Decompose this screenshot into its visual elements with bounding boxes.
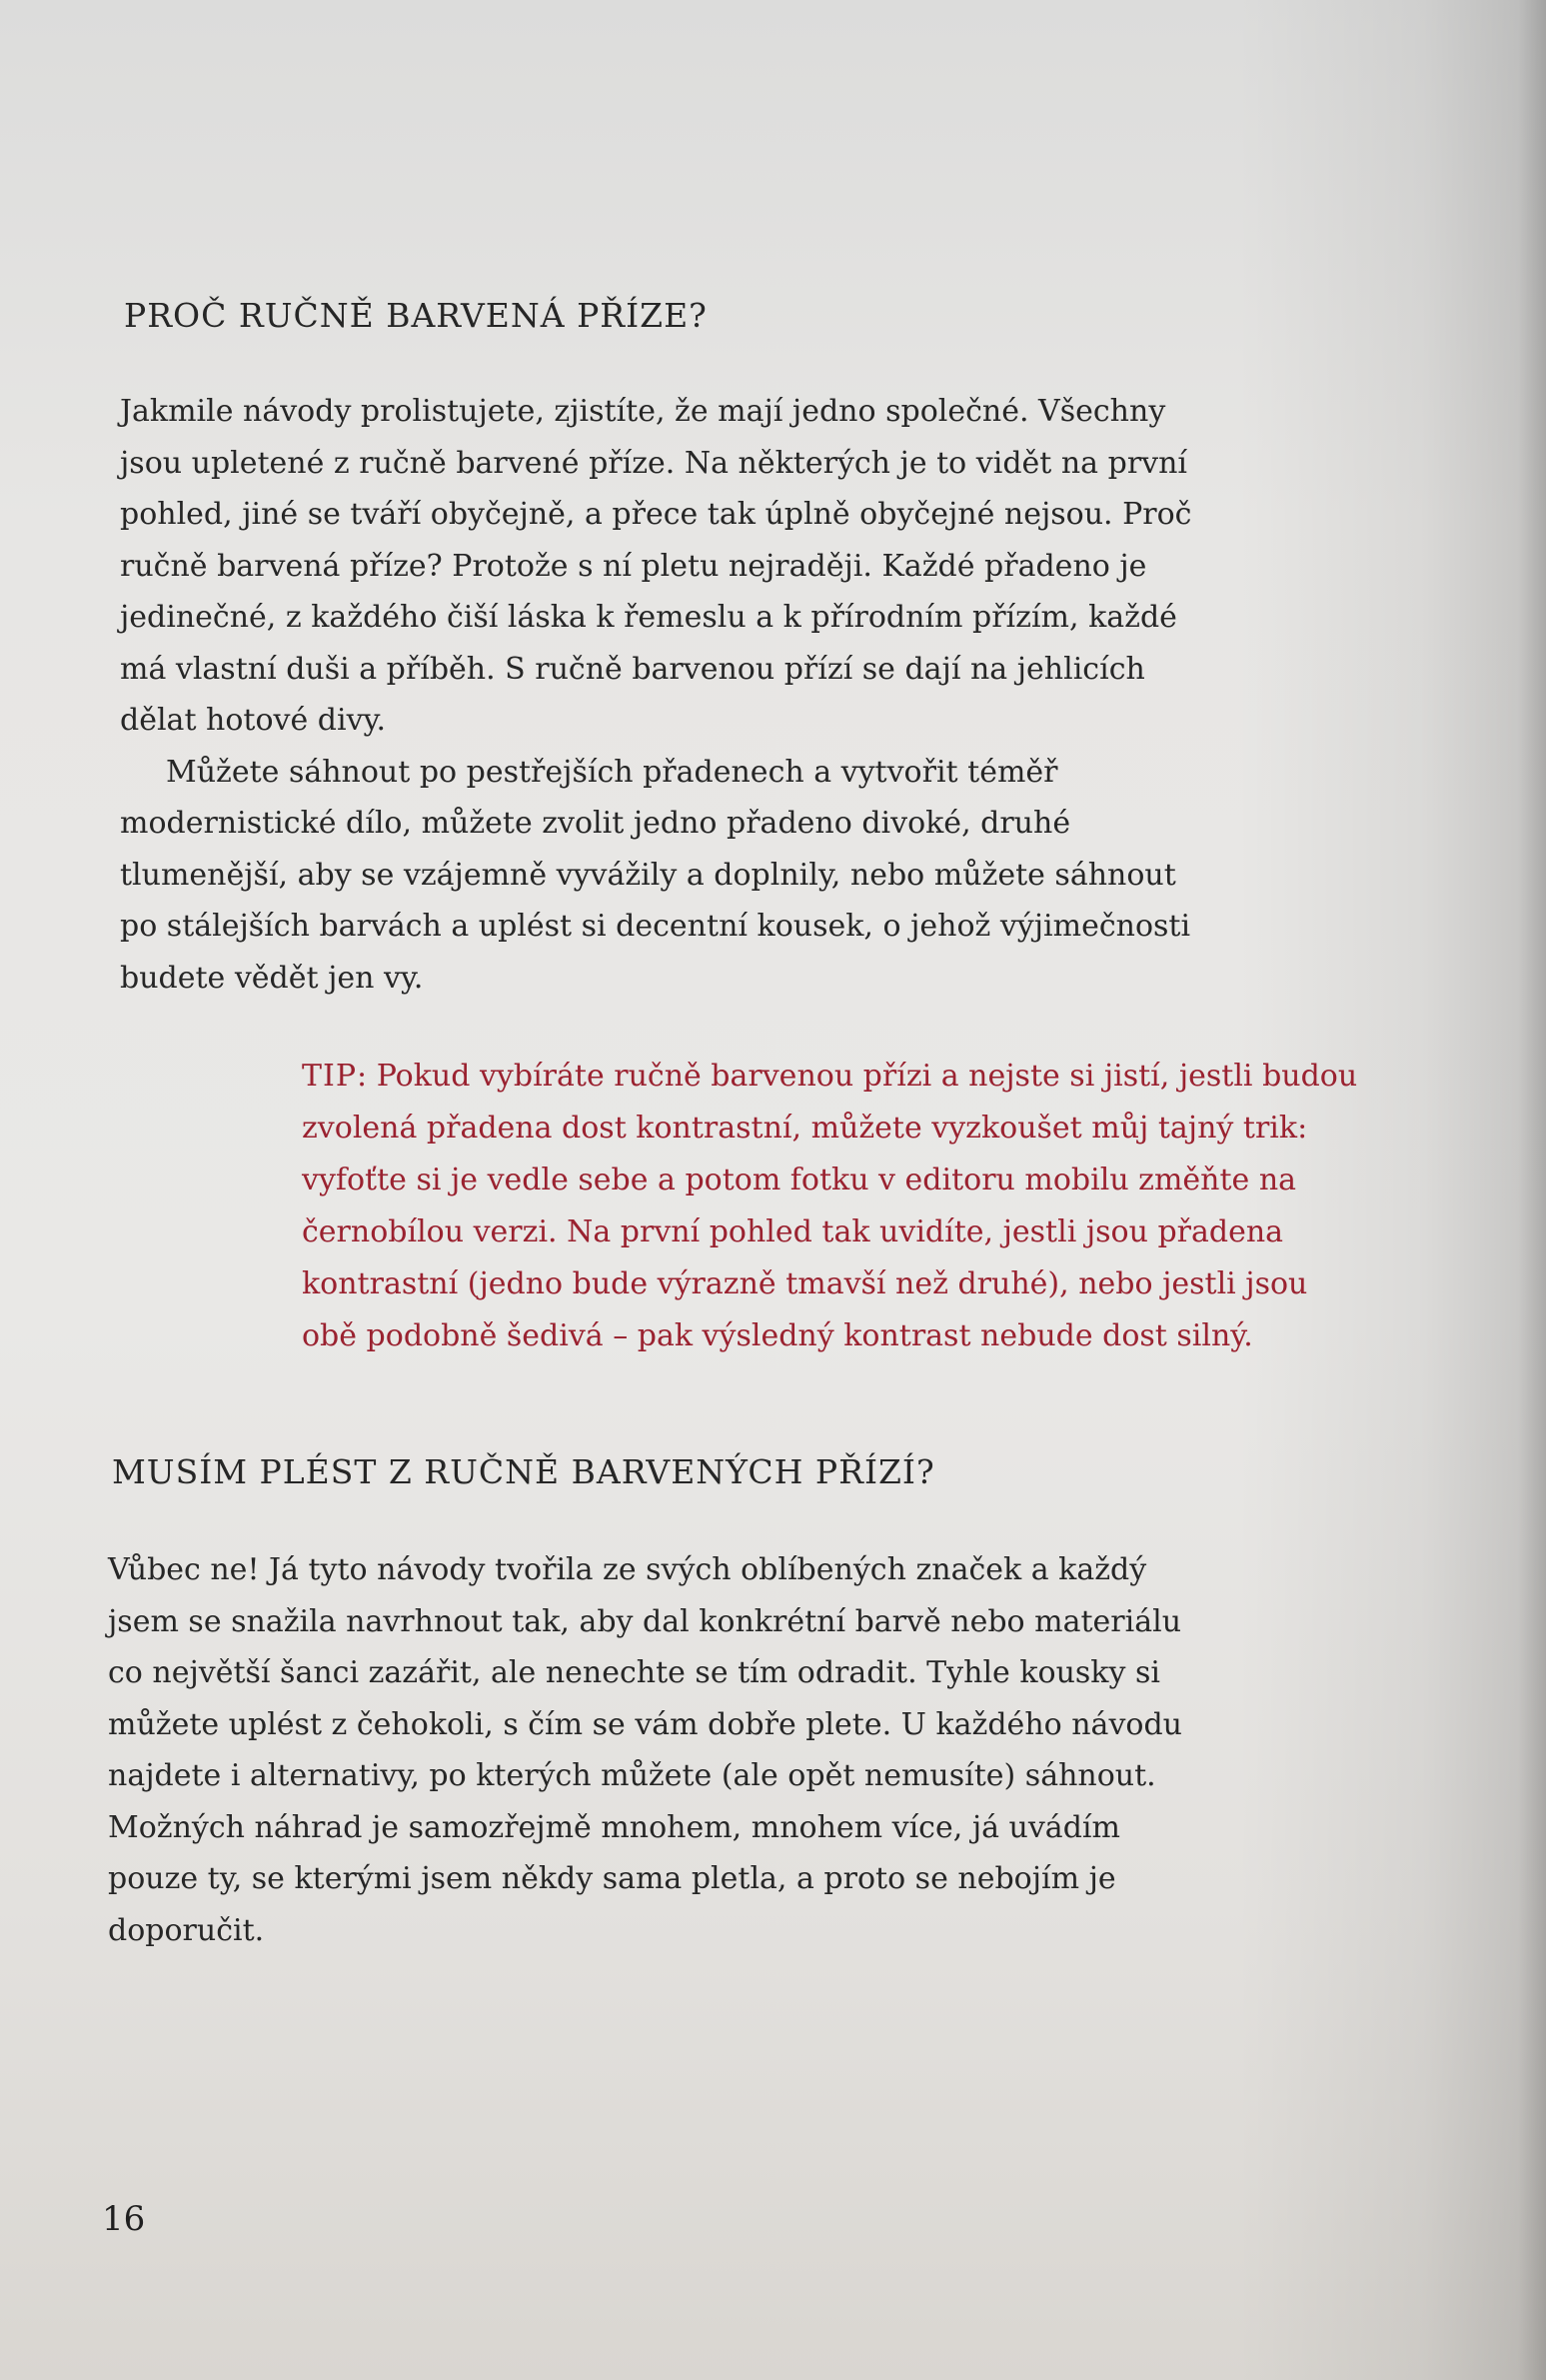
tip-first-line — [302, 1051, 1441, 1103]
text-line: můžete uplést z čehokoli, s čím se vám dobře plete. U každého návodu — [108, 1706, 1182, 1742]
text-line: tlumenější, aby se vzájemně vyvážily a doplnily, nebo můžete sáhnout — [120, 857, 1176, 893]
text-line: po stálejších barvách a uplést si decentní kousek, o jehož výjimečnosti — [120, 909, 1191, 944]
text-line: budete vědět jen vy. — [120, 960, 424, 996]
tip-line: černobílou verzi. Na první pohled tak uvidíte, jestli jsou přadena — [302, 1214, 1284, 1249]
text-line: jedinečné, z každého čiší láska k řemeslu a k přírodním přízím, každé — [120, 600, 1177, 635]
text-line: jsem se snažila navrhnout tak, aby dal konkrétní barvě nebo materiálu — [108, 1603, 1182, 1639]
page-edge-shadow — [1518, 0, 1546, 2380]
tip-line: vyfoťte si je vedle sebe a potom fotku v editoru mobilu změňte na — [302, 1163, 1297, 1197]
tip-text: : Pokud vybíráte ručně barvenou přízi a nejste si jistí, jestli budou — [357, 1059, 1358, 1094]
text-line: Vůbec ne! Já tyto návody tvořila ze svých oblíbených značek a každý — [108, 1552, 1147, 1587]
text-line: ručně barvená příze? Protože s ní pletu nejraději. Každé přadeno je — [120, 548, 1147, 584]
text-line: doporučit. — [108, 1912, 265, 1948]
text-line: Jakmile návody prolistujete, zjistíte, že mají jedno společné. Všechny — [120, 394, 1166, 429]
text-line: jsou upletené z ručně barvené příze. Na některých je to vidět na první — [120, 445, 1188, 481]
tip-line: obě podobně šedivá – pak výsledný kontrast nebude dost silný. — [302, 1318, 1253, 1353]
tip-line: kontrastní (jedno bude výrazně tmavší než druhé), nebo jestli jsou — [302, 1266, 1308, 1301]
text-line: má vlastní duši a příběh. S ručně barvenou přízí se dají na jehlicích — [120, 651, 1145, 687]
section-body-why-hand-dyed — [120, 386, 1219, 1004]
section-body-must-i-knit — [108, 1544, 1207, 1956]
text-line: modernistické dílo, můžete zvolit jedno přadeno divoké, druhé — [120, 806, 1071, 841]
text-line: co největší šanci zazářit, ale nenechte se tím odradit. Tyhle kousky si — [108, 1655, 1160, 1690]
page-number: 16 — [102, 2199, 146, 2239]
section-heading-must-i-knit: MUSÍM PLÉST Z RUČNĚ BARVENÝCH PŘÍZÍ? — [112, 1452, 935, 1491]
section-heading-why-hand-dyed: PROČ RUČNĚ BARVENÁ PŘÍZE? — [124, 296, 708, 335]
text-line: Můžete sáhnout po pestřejších přadenech a vytvořit téměř — [166, 754, 1058, 790]
tip-label: TIP — [302, 1059, 358, 1094]
text-line: dělat hotové divy. — [120, 703, 387, 738]
tip-line: zvolená přadena dost kontrastní, můžete vyzkoušet můj tajný trik: — [302, 1111, 1308, 1146]
text-line: najdete i alternativy, po kterých můžete (ale opět nemusíte) sáhnout. — [108, 1758, 1156, 1793]
text-line: Možných náhrad je samozřejmě mnohem, mnohem více, já uvádím — [108, 1809, 1120, 1845]
text-line: pouze ty, se kterými jsem někdy sama pletla, a proto se nebojím je — [108, 1861, 1116, 1896]
text-line: pohled, jiné se tváří obyčejně, a přece tak úplně obyčejné nejsou. Proč — [120, 497, 1192, 532]
tip-box — [302, 1051, 1441, 1362]
